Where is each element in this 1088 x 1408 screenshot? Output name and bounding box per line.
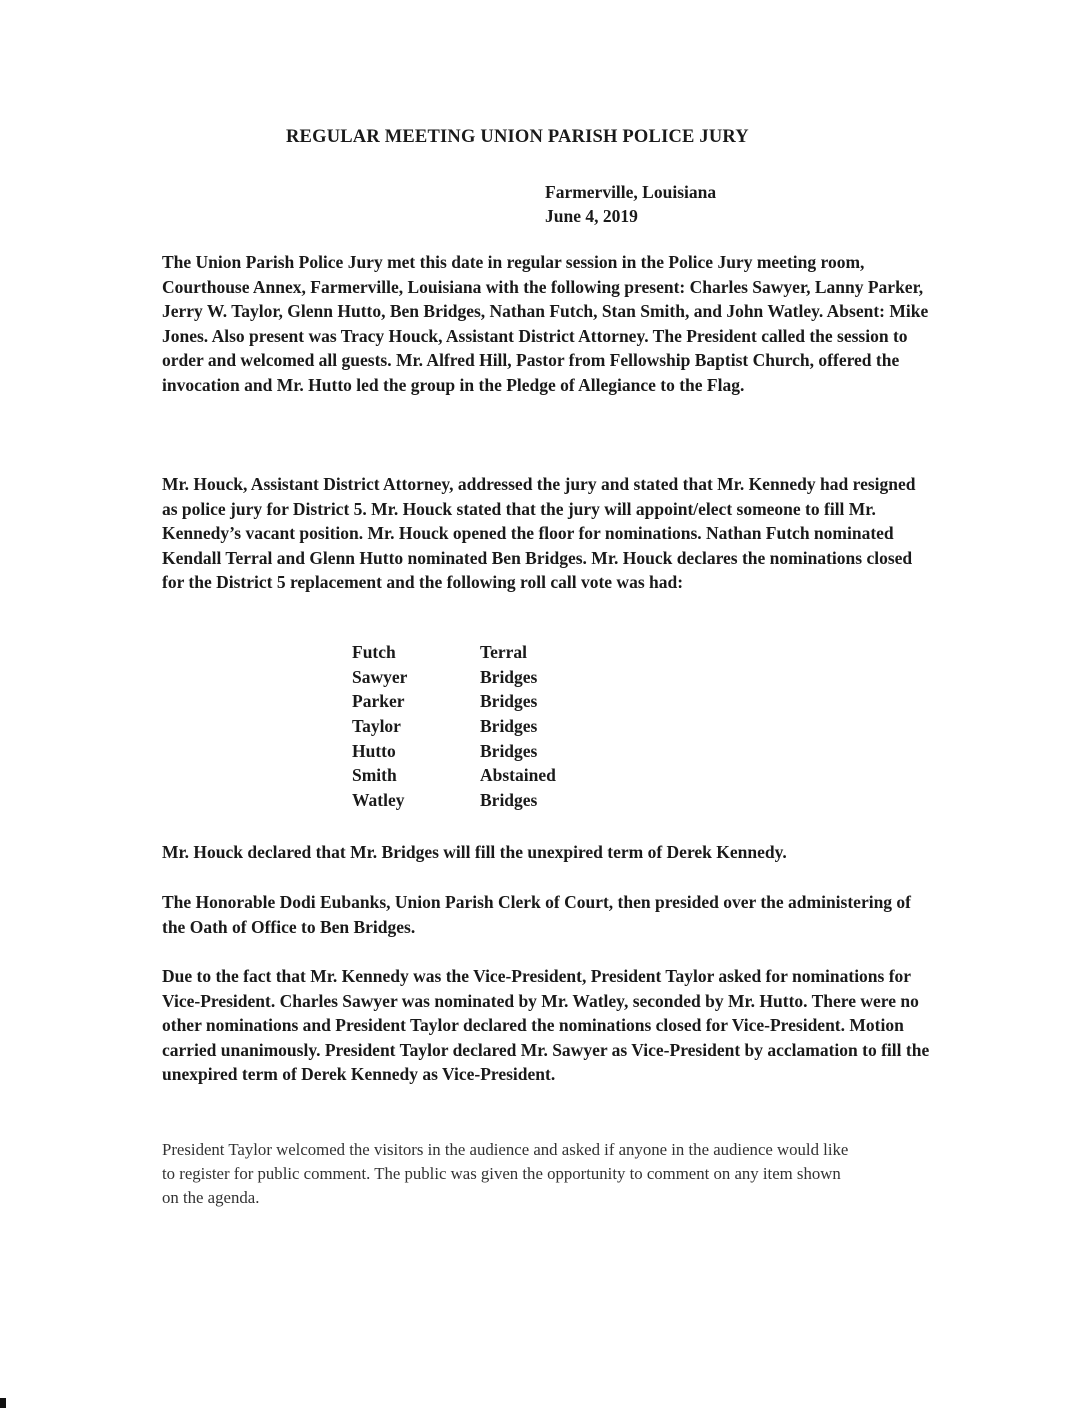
vote-member: Smith (352, 765, 397, 786)
vote-choice: Bridges (480, 790, 538, 811)
table-row (352, 765, 556, 790)
declaration-paragraph: Mr. Houck declared that Mr. Bridges will fill the unexpired term of Derek Kennedy. (162, 842, 787, 862)
table-row (352, 642, 556, 667)
vote-member: Sawyer (352, 666, 408, 687)
table-row (352, 691, 556, 716)
roll-call-vote-table (352, 642, 556, 815)
table-row (352, 790, 556, 815)
oath-paragraph: The Honorable Dodi Eubanks, Union Parish Clerk of Court, then presided over the administering of the Oath of Office to Ben Bridges. (162, 892, 912, 937)
vote-member: Hutto (352, 740, 396, 761)
vice-president-paragraph: Due to the fact that Mr. Kennedy was the Vice-President, President Taylor asked for nominations for Vice-President. Charles Sawyer was nominated by Mr. Watley, seconded by Mr. Hutto. There were no other nominations and President Taylor declared the nominations closed for Vice-President. Motion carried unanimously. President Taylor declared Mr. Sawyer as Vice-President by acclamation to fill the unexpired term of Derek Kennedy as Vice-President. (162, 966, 930, 1085)
meeting-location: Farmerville, Louisiana (545, 182, 717, 202)
vote-member: Parker (352, 691, 405, 712)
vote-member: Taylor (352, 716, 401, 737)
vote-choice: Abstained (480, 765, 556, 786)
vote-choice: Bridges (480, 666, 538, 687)
meeting-location-date (545, 180, 716, 228)
vote-choice: Bridges (480, 740, 538, 761)
opening-paragraph: The Union Parish Police Jury met this date in regular session in the Police Jury meeting room, Courthouse Annex, Farmerville, Louisiana with the following present: Charles Sawyer, Lanny Parker, Jerry W. Taylor, Glenn Hutto, Ben Bridges, Nathan Futch, Stan Smith, and John Watley. Absent: Mike Jones. Also present was Tracy Houck, Assistant District Attorney. The President called the session to order and welcomed all guests. Mr. Alfred Hill, Pastor from Fellowship Baptist Church, offered the invocation and Mr. Hutto led the group in the Pledge of Allegiance to the Flag. (162, 252, 929, 395)
vote-member: Futch (352, 642, 396, 662)
document-title: REGULAR MEETING UNION PARISH POLICE JURY (286, 127, 749, 147)
table-row (352, 716, 556, 741)
table-row (352, 667, 556, 692)
vote-choice: Terral (480, 642, 527, 662)
vote-choice: Bridges (480, 691, 538, 712)
nominations-paragraph: Mr. Houck, Assistant District Attorney, addressed the jury and stated that Mr. Kennedy had resigned as police jury for District 5. Mr. Houck stated that the jury will appoint/elect someone to fill Mr. Kennedy’s vacant position. Mr. Houck opened the floor for nominations. Nathan Futch nominated Kendall Terral and Glenn Hutto nominated Ben Bridges. Mr. Houck declares the nominations closed for the District 5 replacement and the following roll call vote was had: (162, 474, 916, 593)
vote-member: Watley (352, 790, 405, 811)
public-comment-paragraph: President Taylor welcomed the visitors in the audience and asked if anyone in the audience would like to register for public comment. The public was given the opportunity to comment on any item shown on the agenda. (162, 1140, 849, 1207)
scan-edge-mark (0, 1398, 6, 1408)
table-row (352, 741, 556, 766)
vote-choice: Bridges (480, 716, 538, 737)
meeting-date: June 4, 2019 (545, 206, 638, 226)
